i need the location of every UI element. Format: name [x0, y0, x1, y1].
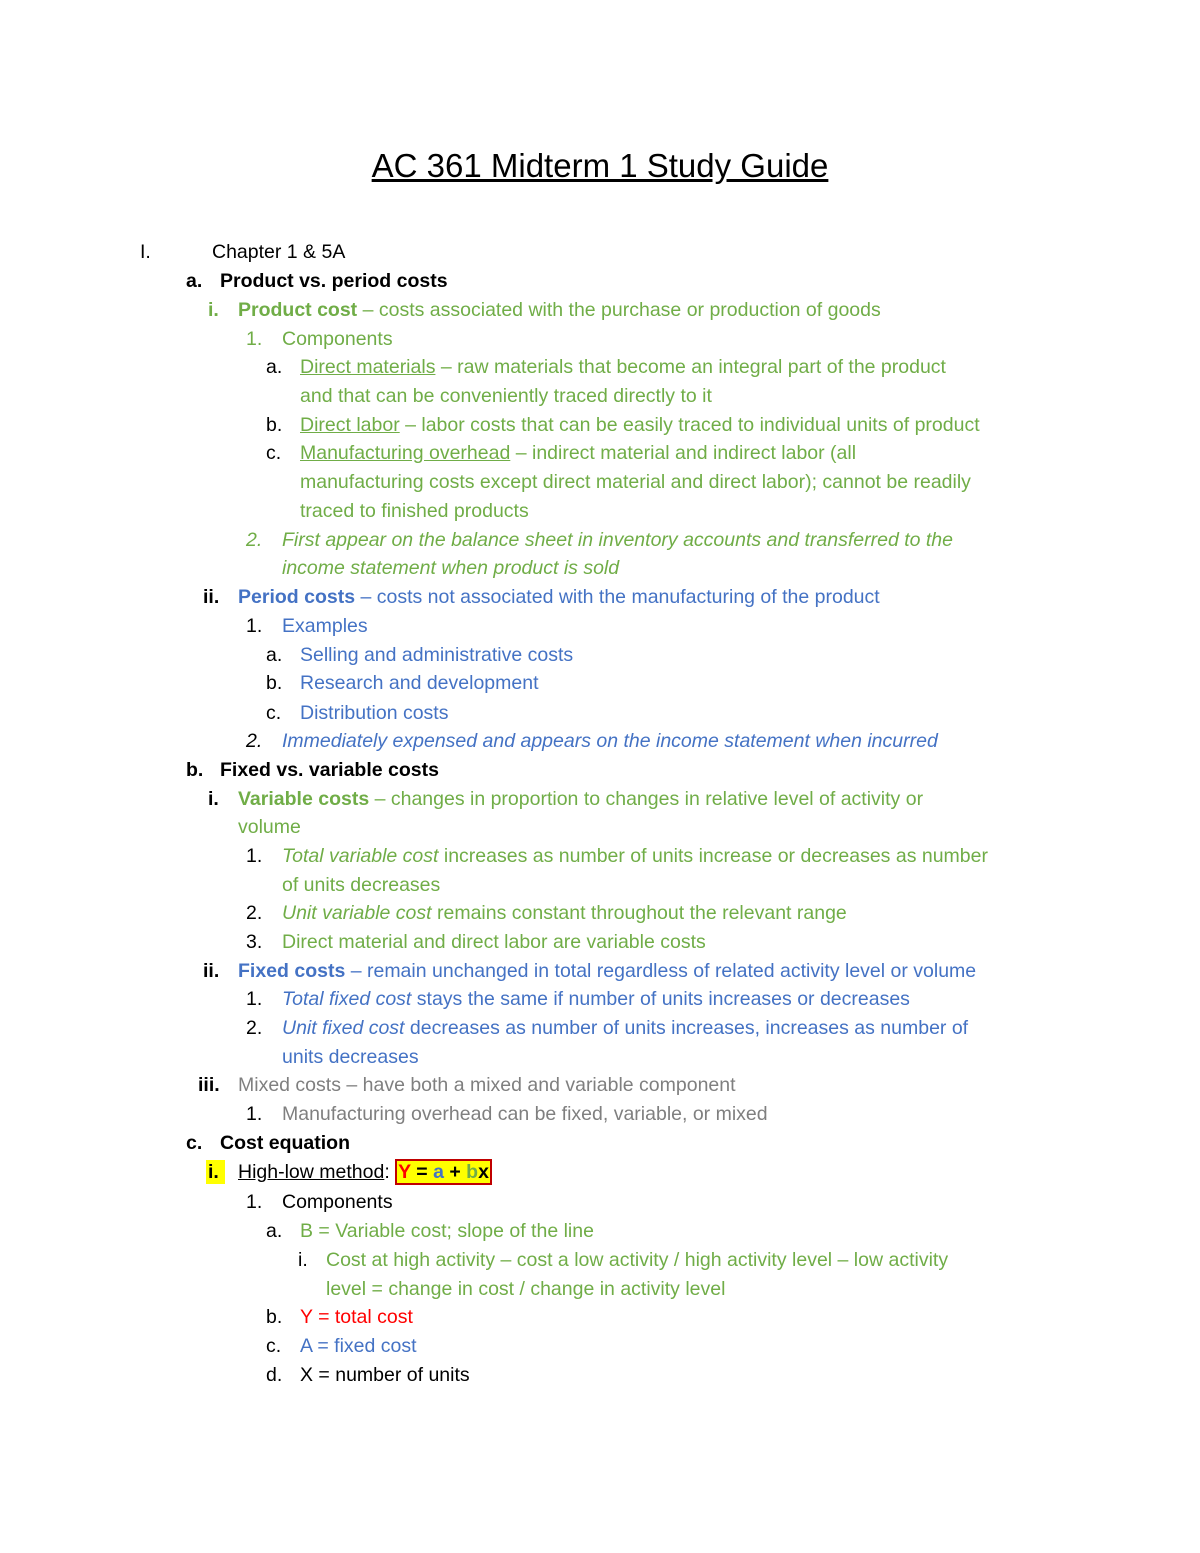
list-item: Components	[282, 328, 393, 350]
equation-equals: =	[410, 1161, 434, 1183]
definition: – raw materials that become an integral part of the product	[435, 356, 946, 378]
list-marker: ii.	[203, 586, 220, 608]
subsection-heading: Cost equation	[220, 1132, 350, 1154]
list-marker: b.	[266, 1306, 283, 1328]
definition: – costs not associated with the manufacturing of the product	[355, 586, 880, 608]
list-marker: i.	[298, 1249, 308, 1271]
list-item	[238, 787, 923, 811]
list-marker: 1.	[246, 1191, 263, 1213]
list-item: Direct material and direct labor are variable costs	[282, 931, 706, 953]
definition: – changes in proportion to changes in relative level of activity or	[369, 788, 924, 810]
list-marker: 2.	[246, 730, 263, 752]
equation-plus: +	[443, 1161, 467, 1183]
emphasis: Total variable cost	[282, 845, 439, 867]
term: Fixed costs	[238, 960, 346, 982]
term: Variable costs	[238, 788, 370, 810]
list-item-text: stays the same if number of units increases or decreases	[411, 988, 910, 1010]
emphasis: Total fixed cost	[282, 988, 412, 1010]
list-marker: ii.	[203, 960, 220, 982]
equation-x: x	[478, 1161, 489, 1183]
list-item: A = fixed cost	[300, 1335, 417, 1357]
list-item-continued: level = change in cost / change in activity level	[326, 1278, 726, 1300]
list-item-continued: income statement when product is sold	[282, 557, 620, 579]
list-item	[238, 959, 976, 983]
list-item: Research and development	[300, 672, 539, 694]
list-item	[282, 1016, 968, 1040]
list-marker: a.	[266, 644, 283, 666]
list-marker: I.	[140, 241, 151, 263]
list-marker: i.	[206, 1160, 225, 1184]
term: Product cost	[238, 299, 358, 321]
list-item-continued: units decreases	[282, 1046, 419, 1068]
list-item-continued: of units decreases	[282, 874, 441, 896]
list-item: X = number of units	[300, 1364, 470, 1386]
list-item-text: decreases as number of units increases, increases as number of	[404, 1017, 969, 1039]
list-marker: b.	[266, 672, 283, 694]
page-title: AC 361 Midterm 1 Study Guide	[371, 147, 829, 184]
list-item: Components	[282, 1191, 393, 1213]
list-item	[282, 844, 988, 868]
list-item: Selling and administrative costs	[300, 644, 574, 666]
list-marker: i.	[208, 299, 219, 321]
emphasis: Unit variable cost	[282, 902, 432, 924]
list-item: Examples	[282, 615, 368, 637]
list-marker: b.	[266, 414, 283, 436]
definition: – labor costs that can be easily traced to individual units of product	[399, 414, 980, 436]
list-item: B = Variable cost; slope of the line	[300, 1220, 594, 1242]
list-item	[238, 585, 880, 609]
list-marker: 1.	[246, 988, 263, 1010]
definition-continued: volume	[238, 816, 301, 838]
list-item	[300, 355, 946, 379]
term: Direct labor	[300, 414, 400, 436]
term: Period costs	[238, 586, 356, 608]
list-marker: iii.	[198, 1074, 220, 1096]
list-item: Mixed costs – have both a mixed and variable component	[238, 1074, 736, 1096]
term: High-low method	[238, 1161, 385, 1183]
list-marker: c.	[266, 442, 282, 464]
list-item: Cost at high activity – cost a low activity / high activity level – low activity	[326, 1249, 949, 1271]
definition: – remain unchanged in total regardless of related activity level or volume	[345, 960, 977, 982]
list-item: Y = total cost	[300, 1306, 413, 1328]
separator: :	[384, 1161, 396, 1183]
list-item	[282, 987, 910, 1011]
list-item	[300, 413, 980, 437]
definition: – costs associated with the purchase or production of goods	[357, 299, 881, 321]
list-marker: 1.	[246, 615, 263, 637]
equation-a: a	[433, 1161, 444, 1183]
list-marker: 1.	[246, 328, 263, 350]
term: Manufacturing overhead	[300, 442, 511, 464]
list-marker: i.	[208, 788, 219, 810]
list-marker: a.	[266, 1220, 283, 1242]
list-marker: 1.	[246, 845, 263, 867]
subsection-heading: Product vs. period costs	[220, 270, 448, 292]
subsection-heading: Fixed vs. variable costs	[220, 759, 439, 781]
list-item: Manufacturing overhead can be fixed, variable, or mixed	[282, 1103, 768, 1125]
list-marker: a.	[186, 270, 203, 292]
list-marker: 2.	[246, 1017, 263, 1039]
list-item	[282, 901, 847, 925]
definition-continued: and that can be conveniently traced directly to it	[300, 385, 712, 407]
list-item-text: increases as number of units increase or decreases as number	[438, 845, 988, 867]
list-item	[300, 441, 856, 465]
list-marker: 2.	[246, 529, 263, 551]
term: Direct materials	[300, 356, 436, 378]
list-marker: d.	[266, 1364, 283, 1386]
list-marker: 2.	[246, 902, 263, 924]
list-marker: b.	[186, 759, 204, 781]
equation-y: Y	[398, 1161, 411, 1183]
cost-equation	[395, 1159, 492, 1185]
list-item	[238, 298, 881, 322]
list-marker: 1.	[246, 1103, 263, 1125]
definition-continued: traced to finished products	[300, 500, 529, 522]
section-heading: Chapter 1 & 5A	[212, 241, 346, 263]
list-item: Immediately expensed and appears on the income statement when incurred	[282, 730, 938, 752]
list-item	[238, 1160, 492, 1184]
list-item: Distribution costs	[300, 702, 449, 724]
definition: – indirect material and indirect labor (all	[510, 442, 857, 464]
list-marker: c.	[186, 1132, 203, 1154]
list-marker: 3.	[246, 931, 263, 953]
emphasis: Unit fixed cost	[282, 1017, 405, 1039]
definition-continued: manufacturing costs except direct material and direct labor); cannot be readily	[300, 471, 971, 493]
list-marker: a.	[266, 356, 283, 378]
list-item-text: remains constant throughout the relevant range	[431, 902, 847, 924]
list-marker: c.	[266, 1335, 282, 1357]
equation-b: b	[466, 1161, 479, 1183]
list-marker: c.	[266, 702, 282, 724]
list-item: First appear on the balance sheet in inventory accounts and transferred to the	[282, 529, 953, 551]
